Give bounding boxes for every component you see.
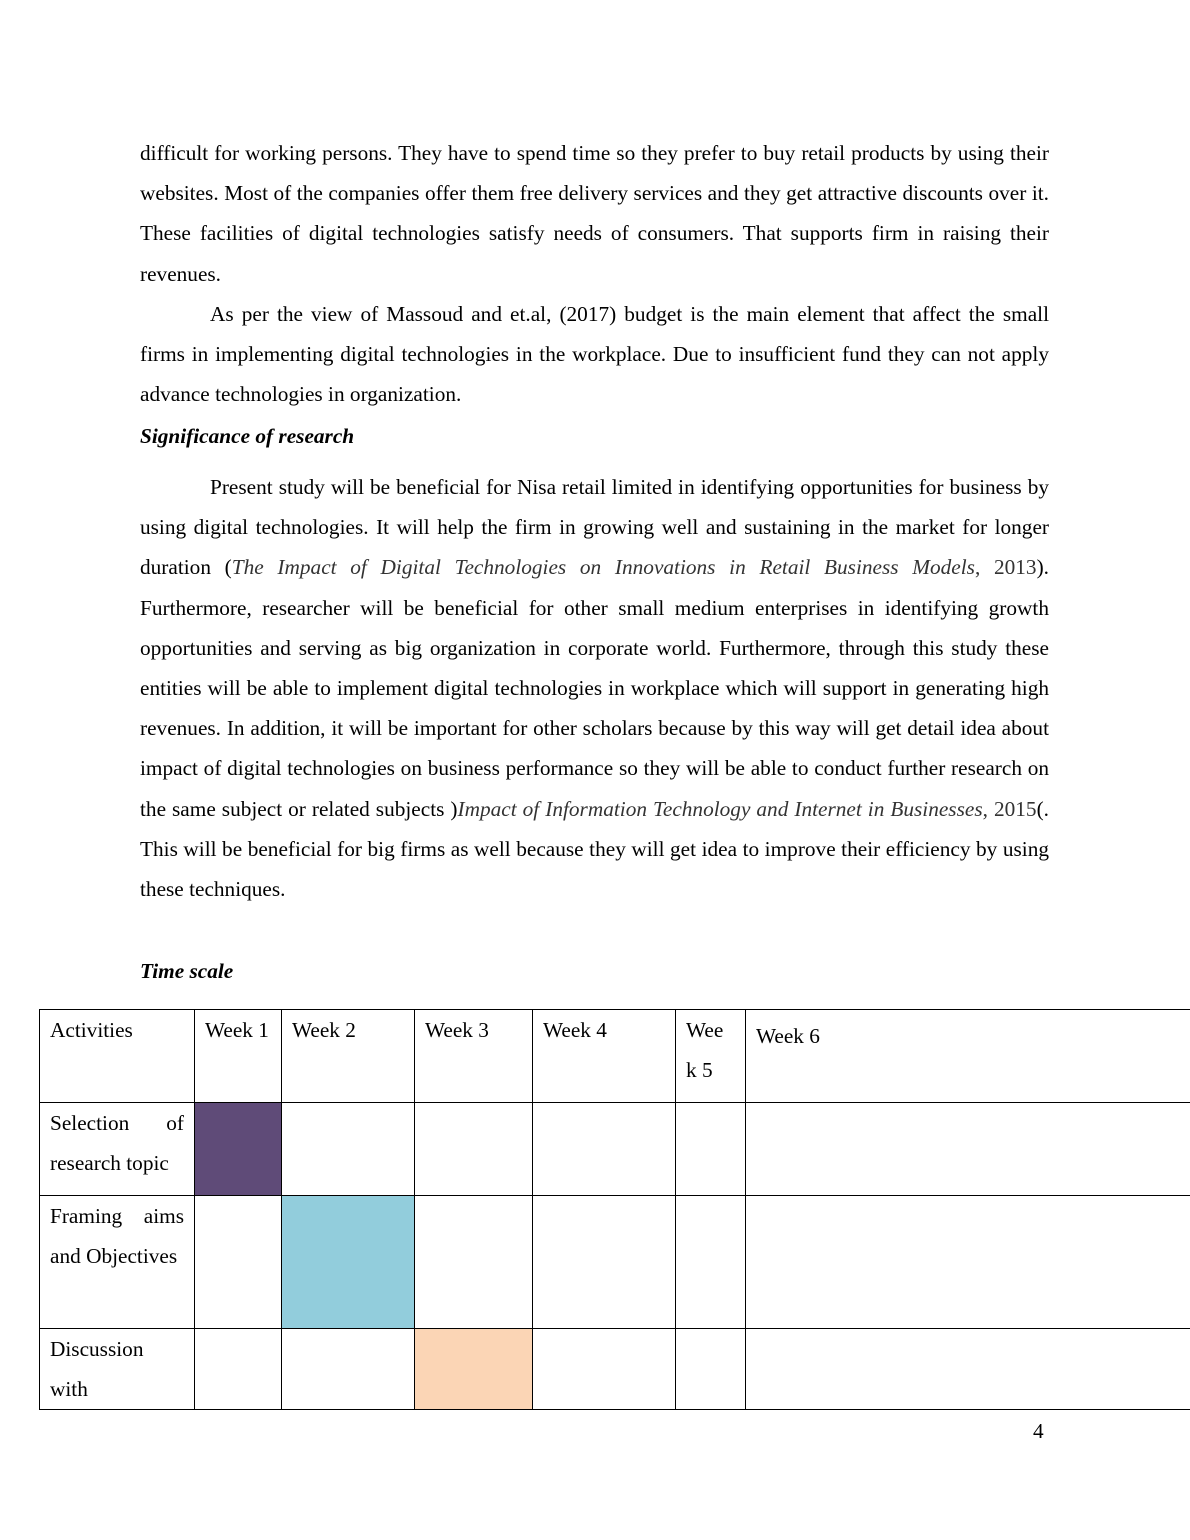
- week-cell: [533, 1196, 676, 1329]
- week-cell: [282, 1329, 415, 1410]
- paragraph-3-part2: ). Furthermore, researcher will be beneficial for other small medium enterprises in identifying growth opportunities and serving as big organization in corporate world. Furthermore, through this study these entities will be able to implement digital technologies in workplace which will support in generating high revenues. In addition, it will be important for other scholars because by this way will get detail idea about impact of digital technologies on business performance so they will be able to conduct further research on the same subject or related subjects ): [140, 555, 1049, 821]
- week-cell: [282, 1103, 415, 1196]
- paragraph-1: difficult for working persons. They have to spend time so they prefer to buy retail products by using their websites. Most of the companies offer them free delivery services and they get attractive discounts over it. These facilities of digital technologies satisfy needs of consumers. That supports firm in raising their revenues.: [140, 141, 1049, 286]
- week-cell-scheduled: [415, 1329, 533, 1410]
- week-cell: [746, 1329, 1190, 1410]
- time-scale-table: [39, 1009, 1190, 1410]
- header-activities: Activities: [40, 1010, 195, 1103]
- activity-cell: Framing aims and Objectives: [40, 1196, 195, 1329]
- header-week-5: Wee k 5: [676, 1010, 746, 1103]
- citation-1-year: , 2013: [974, 555, 1037, 580]
- week-cell: [746, 1103, 1190, 1196]
- week-cell: [676, 1103, 746, 1196]
- week-cell: [415, 1196, 533, 1329]
- week-cell: [195, 1196, 282, 1329]
- citation-1-title: The Impact of Digital Technologies on Innovations in Retail Business Models: [231, 555, 975, 580]
- week-cell: [676, 1329, 746, 1410]
- week-cell: [195, 1329, 282, 1410]
- week-cell-scheduled: [282, 1196, 415, 1329]
- header-week-6: Week 6: [746, 1010, 1190, 1103]
- header-week-2: Week 2: [282, 1010, 415, 1103]
- paragraph-3-part1: Present study will be beneficial for Nisa retail limited in identifying opportunities for business by using digital technologies. It will help the firm in growing well and sustaining in the market for longer duration (: [140, 475, 1049, 580]
- citation-1: [232, 555, 1037, 579]
- header-week-1: Week 1: [195, 1010, 282, 1103]
- table-row: [40, 1196, 1190, 1329]
- table-row: [40, 1103, 1190, 1196]
- citation-2-title: Impact of Information Technology and Internet in Businesses: [457, 796, 983, 821]
- page-number: 4: [1033, 1419, 1044, 1443]
- paragraph-3-part3: (. This will be beneficial for big firms as well because they will get idea to improve their efficiency by using these techniques.: [140, 796, 1049, 902]
- citation-2: [458, 797, 1037, 821]
- paragraph-3: [140, 467, 1049, 909]
- heading-time-scale: Time scale: [140, 959, 234, 983]
- header-week-3: Week 3: [415, 1010, 533, 1103]
- header-week-4: Week 4: [533, 1010, 676, 1103]
- paragraph-2: As per the view of Massoud and et.al, (2017) budget is the main element that affect the small firms in implementing digital technologies in the workplace. Due to insufficient fund they can not apply advance technologies in organization.: [140, 301, 1049, 407]
- week-cell: [746, 1196, 1190, 1329]
- paragraph-intro-continued: [140, 133, 1049, 414]
- table-header-row: [40, 1010, 1190, 1103]
- week-cell: [533, 1103, 676, 1196]
- table-row: [40, 1329, 1190, 1410]
- citation-2-year: , 2015: [982, 796, 1037, 821]
- week-cell: [676, 1196, 746, 1329]
- paragraph-significance: [140, 467, 1049, 909]
- activity-cell: Selection of research topic: [40, 1103, 195, 1196]
- activity-cell: Discussion with: [40, 1329, 195, 1410]
- week-cell: [415, 1103, 533, 1196]
- heading-significance: Significance of research: [140, 424, 355, 448]
- week-cell-scheduled: [195, 1103, 282, 1196]
- week-cell: [533, 1329, 676, 1410]
